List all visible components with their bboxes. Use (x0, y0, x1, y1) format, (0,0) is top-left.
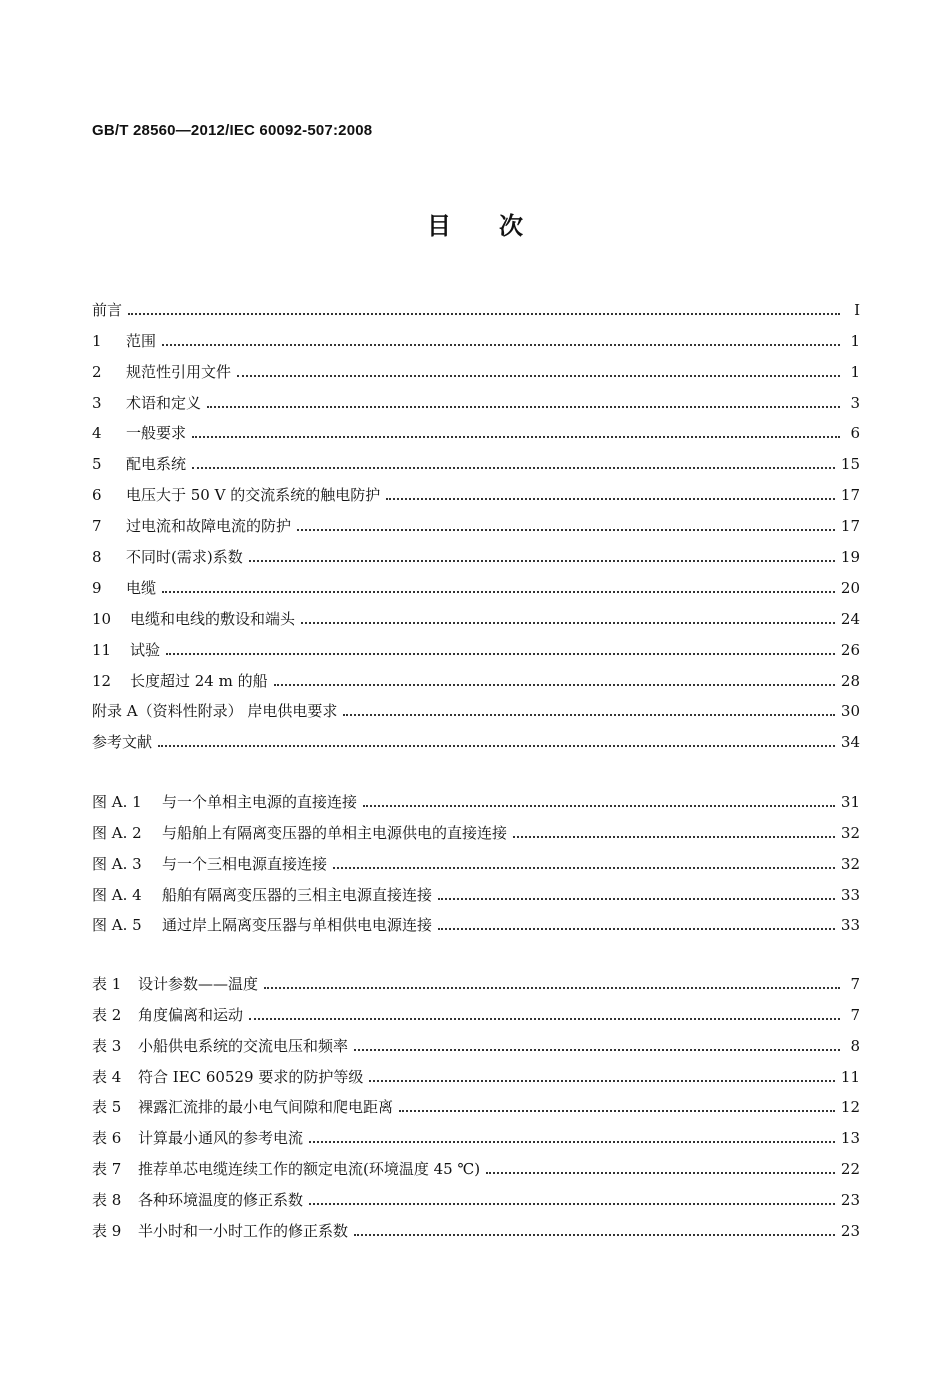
leader-dots (309, 1141, 835, 1143)
toc-label: 计算最小通风的参考电流 (138, 1129, 304, 1148)
toc-row[interactable] (92, 1086, 860, 1117)
leader-dots (301, 622, 835, 624)
toc-page: 7 (850, 974, 860, 993)
toc-page: 30 (840, 702, 860, 721)
toc-page: 3 (850, 393, 860, 412)
leader-dots (192, 467, 835, 469)
toc-num: 表 3 (92, 1036, 122, 1055)
toc-page: 17 (840, 517, 860, 536)
leader-dots (399, 1110, 835, 1112)
toc-num: 2 (92, 362, 102, 381)
toc-page: 1 (850, 362, 860, 381)
toc-label: 范围 (126, 331, 157, 350)
toc-num: 表 7 (92, 1160, 122, 1179)
toc-page: 12 (840, 1098, 860, 1117)
toc-page: 7 (850, 1005, 860, 1024)
toc-page: 8 (850, 1036, 860, 1055)
toc-label: 一般要求 (126, 424, 187, 443)
toc-page: 31 (840, 792, 860, 811)
toc-num: 表 4 (92, 1067, 122, 1086)
toc-num: 3 (92, 393, 102, 412)
toc-row[interactable] (92, 288, 860, 319)
toc-label: 符合 IEC 60529 要求的防护等级 (138, 1067, 364, 1086)
toc-label: 电缆 (126, 578, 157, 597)
section-list (92, 288, 860, 751)
toc-row[interactable] (92, 1116, 860, 1147)
toc-row[interactable] (92, 319, 860, 350)
leader-dots (309, 1203, 835, 1205)
leader-dots (249, 560, 835, 562)
toc-page: 28 (840, 671, 860, 690)
toc-row[interactable] (92, 720, 860, 751)
toc-label: 与一个单相主电源的直接连接 (162, 792, 358, 811)
toc-label: 参考文献 (92, 733, 153, 752)
toc-label: 配电系统 (126, 455, 187, 474)
toc-page: 20 (840, 578, 860, 597)
leader-dots (162, 591, 835, 593)
toc-page: 33 (840, 885, 860, 904)
toc-row[interactable] (92, 504, 860, 535)
toc-row[interactable] (92, 993, 860, 1024)
leader-dots (363, 805, 835, 807)
toc-row[interactable] (92, 566, 860, 597)
leader-dots (369, 1080, 835, 1082)
leader-dots (249, 1018, 840, 1020)
toc-row[interactable] (92, 473, 860, 504)
toc-label: 电缆和电线的敷设和端头 (130, 609, 296, 628)
toc-row[interactable] (92, 780, 860, 811)
page-title: 目次 (427, 211, 571, 240)
toc-row[interactable] (92, 535, 860, 566)
leader-dots (237, 375, 840, 377)
toc-row[interactable] (92, 962, 860, 993)
toc-page: 23 (840, 1222, 860, 1241)
toc-row[interactable] (92, 350, 860, 381)
toc-label: 术语和定义 (126, 393, 202, 412)
toc-num: 5 (92, 455, 102, 474)
toc-num: 图 A. 4 (92, 885, 142, 904)
leader-dots (207, 406, 840, 408)
leader-dots (166, 653, 835, 655)
toc-num: 7 (92, 517, 102, 536)
leader-dots (513, 836, 835, 838)
leader-dots (438, 928, 835, 930)
toc-row[interactable] (92, 811, 860, 842)
toc-label: 推荐单芯电缆连续工作的额定电流(环境温度 45 ℃) (138, 1160, 481, 1179)
toc-num: 4 (92, 424, 102, 443)
toc-num: 图 A. 1 (92, 792, 142, 811)
leader-dots (343, 714, 835, 716)
leader-dots (192, 436, 840, 438)
leader-dots (333, 867, 835, 869)
toc-label: 附录 A（资料性附录） 岸电供电要求 (92, 702, 338, 721)
leader-dots (438, 898, 835, 900)
toc-page: 17 (840, 486, 860, 505)
leader-dots (158, 745, 835, 747)
toc-num: 12 (92, 671, 112, 690)
leader-dots (486, 1172, 835, 1174)
toc-label: 设计参数——温度 (138, 974, 259, 993)
toc-row[interactable] (92, 628, 860, 659)
toc-row[interactable] (92, 442, 860, 473)
toc-num: 9 (92, 578, 102, 597)
leader-dots (354, 1049, 840, 1051)
toc-label: 小船供电系统的交流电压和频率 (138, 1036, 349, 1055)
toc-label: 裸露汇流排的最小电气间隙和爬电距离 (138, 1098, 394, 1117)
toc-page: 6 (850, 424, 860, 443)
toc-page: 23 (840, 1191, 860, 1210)
toc-num: 1 (92, 331, 102, 350)
toc-row[interactable] (92, 873, 860, 904)
toc-page: 34 (840, 733, 860, 752)
toc-row[interactable] (92, 659, 860, 690)
toc-page: 22 (840, 1160, 860, 1179)
toc-row[interactable] (92, 1055, 860, 1086)
toc-row[interactable] (92, 1209, 860, 1240)
standard-code: GB/T 28560—2012/IEC 60092-507:2008 (92, 122, 373, 139)
toc-row[interactable] (92, 1178, 860, 1209)
toc-page: 1 (850, 331, 860, 350)
leader-dots (386, 498, 835, 500)
toc-row[interactable] (92, 597, 860, 628)
toc-num: 表 1 (92, 974, 122, 993)
toc-label: 角度偏离和运动 (138, 1005, 244, 1024)
toc-row[interactable] (92, 690, 860, 721)
leader-dots (274, 684, 835, 686)
toc-num: 表 9 (92, 1222, 122, 1241)
toc-page: 15 (840, 455, 860, 474)
toc-label: 规范性引用文件 (126, 362, 232, 381)
toc-num: 表 6 (92, 1129, 122, 1148)
toc-num: 6 (92, 486, 102, 505)
toc-num: 表 8 (92, 1191, 122, 1210)
toc-num: 图 A. 3 (92, 854, 142, 873)
toc-page: 13 (840, 1129, 860, 1148)
toc-label: 与一个三相电源直接连接 (162, 854, 328, 873)
toc-label: 试验 (130, 640, 161, 659)
toc-row[interactable] (92, 381, 860, 412)
toc-row[interactable] (92, 412, 860, 443)
toc-row[interactable] (92, 904, 860, 935)
toc-label: 通过岸上隔离变压器与单相供电电源连接 (162, 916, 433, 935)
figure-list (92, 780, 860, 934)
toc-label: 半小时和一小时工作的修正系数 (138, 1222, 349, 1241)
leader-dots (354, 1234, 835, 1236)
toc-page: 19 (840, 548, 860, 567)
toc-num: 8 (92, 548, 102, 567)
toc-num: 10 (92, 609, 112, 628)
toc-num: 图 A. 5 (92, 916, 142, 935)
toc-row[interactable] (92, 1024, 860, 1055)
toc-label: 船舶有隔离变压器的三相主电源直接连接 (162, 885, 433, 904)
toc-label: 电压大于 50 V 的交流系统的触电防护 (126, 486, 381, 505)
toc-page: 32 (840, 823, 860, 842)
toc-page: Ⅰ (854, 300, 860, 319)
table-list (92, 962, 860, 1240)
toc-num: 11 (92, 640, 112, 659)
toc-page: 33 (840, 916, 860, 935)
leader-dots (264, 987, 840, 989)
leader-dots (162, 344, 840, 346)
toc-label: 与船舶上有隔离变压器的单相主电源供电的直接连接 (162, 823, 508, 842)
toc-num: 图 A. 2 (92, 823, 142, 842)
toc-label: 各种环境温度的修正系数 (138, 1191, 304, 1210)
toc-row[interactable] (92, 1147, 860, 1178)
toc-row[interactable] (92, 842, 860, 873)
toc-num: 表 2 (92, 1005, 122, 1024)
toc-num: 表 5 (92, 1098, 122, 1117)
toc-label: 长度超过 24 m 的船 (130, 671, 268, 690)
toc-label: 不同时(需求)系数 (126, 548, 243, 567)
toc-page: 32 (840, 854, 860, 873)
toc-page: 26 (840, 640, 860, 659)
toc-label: 过电流和故障电流的防护 (126, 517, 292, 536)
toc-page: 11 (840, 1067, 860, 1086)
leader-dots (128, 313, 840, 315)
toc-page: 24 (840, 609, 860, 628)
leader-dots (297, 529, 835, 531)
toc-label: 前言 (92, 300, 123, 319)
